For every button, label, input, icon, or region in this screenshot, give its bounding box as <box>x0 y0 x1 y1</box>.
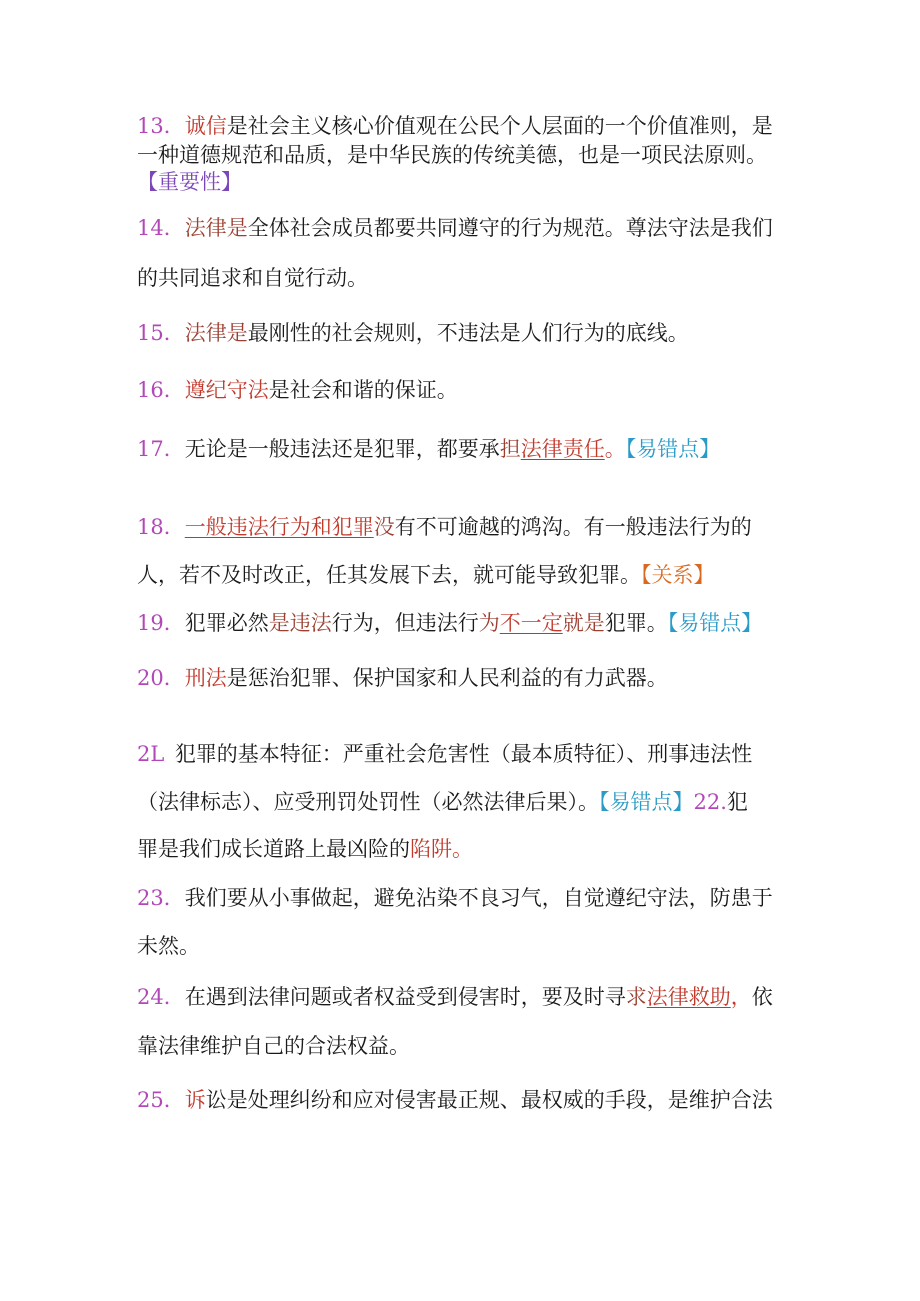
text-segment: ． <box>163 666 185 690</box>
text-segment: 靠法律维护自己的合法权益。 <box>137 1034 410 1058</box>
text-segment: ． <box>163 321 185 345</box>
item-number: 2L <box>137 742 165 766</box>
text-segment: ． <box>163 515 185 539</box>
item-number: 14 <box>137 216 164 240</box>
text-segment: ． <box>163 611 185 635</box>
text-segment: 人，若不及时改正，任其发展下去，就可能导致犯罪。 <box>137 563 641 587</box>
text-segment: 一般违法行为和犯罪 <box>184 515 374 539</box>
text-segment: 法律是 <box>184 216 248 240</box>
text-segment: 为 <box>478 611 500 635</box>
text-segment: 一种道德规范和品质，是中华民族的传统美德，也是一项民法原则。 <box>137 143 767 167</box>
text-segment: 【易错点】 <box>625 437 721 461</box>
list-item-continuation <box>137 1033 410 1059</box>
text-segment: 【易错点】 <box>599 790 694 814</box>
list-item <box>137 113 773 139</box>
text-segment: 是社会和谐的保证。 <box>268 378 458 402</box>
item-number: 24 <box>137 985 164 1009</box>
text-segment: 担 <box>499 437 521 461</box>
text-segment: 22. <box>693 790 727 814</box>
text-segment: 遵纪守法 <box>184 378 269 402</box>
item-number: 13 <box>137 114 164 138</box>
item-number: 20 <box>137 666 164 690</box>
text-segment: 诉 <box>184 1088 206 1112</box>
text-segment: ． <box>163 378 185 402</box>
list-item <box>137 741 752 767</box>
text-segment: 无论是一般违法还是犯罪，都要承 <box>184 437 500 461</box>
text-segment: ． <box>163 437 185 461</box>
list-item <box>137 665 668 691</box>
text-segment: 犯 <box>726 790 748 814</box>
text-segment: 法律是 <box>184 321 248 345</box>
text-segment: ． <box>163 886 185 910</box>
item-number: 15 <box>137 321 164 345</box>
list-item <box>137 1087 773 1113</box>
text-segment: 是违法 <box>268 611 332 635</box>
text-segment: 法律救助 <box>646 985 731 1009</box>
text-segment: 。 <box>604 437 626 461</box>
text-segment: 就是 <box>562 611 605 635</box>
text-segment: 刑法 <box>184 666 227 690</box>
text-segment: ． <box>163 114 185 138</box>
list-item-continuation <box>137 836 473 862</box>
list-item-continuation <box>137 142 767 168</box>
list-item <box>137 885 773 911</box>
text-segment: ． <box>163 216 185 240</box>
list-item <box>137 514 752 540</box>
item-number: 25 <box>137 1088 164 1112</box>
text-segment: 最刚性的社会规则，不违法是人们行为的底线。 <box>247 321 689 345</box>
item-number: 19 <box>137 611 164 635</box>
text-segment: 犯罪的基本特征：严重社会危害性（最本质特征）、刑事违法性 <box>174 742 753 766</box>
list-item-continuation <box>137 265 368 291</box>
text-segment: 在遇到法律问题或者权益受到侵害时，要及时寻 <box>184 985 626 1009</box>
list-item <box>137 436 720 462</box>
text-segment: 求 <box>625 985 647 1009</box>
text-segment: 罪是我们成长道路上最凶险的 <box>137 837 410 861</box>
text-segment: 犯罪必然 <box>184 611 269 635</box>
text-segment: ． <box>163 985 185 1009</box>
text-segment: ． <box>163 1088 185 1112</box>
text-segment: 依 <box>751 985 773 1009</box>
text-segment: 的共同追求和自觉行动。 <box>137 266 368 290</box>
list-item <box>137 984 773 1010</box>
list-item <box>137 320 689 346</box>
text-segment: 【易错点】 <box>667 611 763 635</box>
list-item <box>137 377 458 403</box>
item-number: 18 <box>137 515 164 539</box>
item-number: 16 <box>137 378 164 402</box>
text-segment: （法律标志）、应受刑罚处罚性（必然法律后果）。 <box>137 790 599 814</box>
list-item <box>137 610 762 636</box>
text-segment: 没 <box>373 515 395 539</box>
list-item-continuation <box>137 789 748 815</box>
text-segment: 未然。 <box>137 934 200 958</box>
list-item-continuation <box>137 169 242 195</box>
list-item-continuation <box>137 562 715 588</box>
text-segment: 我们要从小事做起，避免沾染不良习气，自觉遵纪守法，防患于 <box>184 886 773 910</box>
list-item <box>137 215 773 241</box>
item-number: 17 <box>137 437 164 461</box>
text-segment: 【关系】 <box>641 563 715 587</box>
text-segment: 法律责任 <box>520 437 605 461</box>
text-segment: 讼是处理纠纷和应对侵害最正规、最权威的手段，是维护合法 <box>205 1088 773 1112</box>
text-segment: 有不可逾越的鸿沟。有一般违法行为的 <box>394 515 752 539</box>
text-segment: 是社会主义核心价值观在公民个人层面的一个价值准则，是 <box>226 114 773 138</box>
text-segment: 不一定 <box>499 611 563 635</box>
item-number: 23 <box>137 886 164 910</box>
text-segment: 诚信 <box>184 114 227 138</box>
text-segment: ， <box>730 985 752 1009</box>
text-segment: 陷阱。 <box>410 837 473 861</box>
text-segment: 全体社会成员都要共同遵守的行为规范。尊法守法是我们 <box>247 216 773 240</box>
text-segment: 行为，但违法行 <box>331 611 479 635</box>
text-segment: 是惩治犯罪、保护国家和人民利益的有力武器。 <box>226 666 668 690</box>
text-segment: 【重要性】 <box>137 170 242 194</box>
text-segment: 犯罪。 <box>604 611 668 635</box>
list-item-continuation <box>137 933 200 959</box>
